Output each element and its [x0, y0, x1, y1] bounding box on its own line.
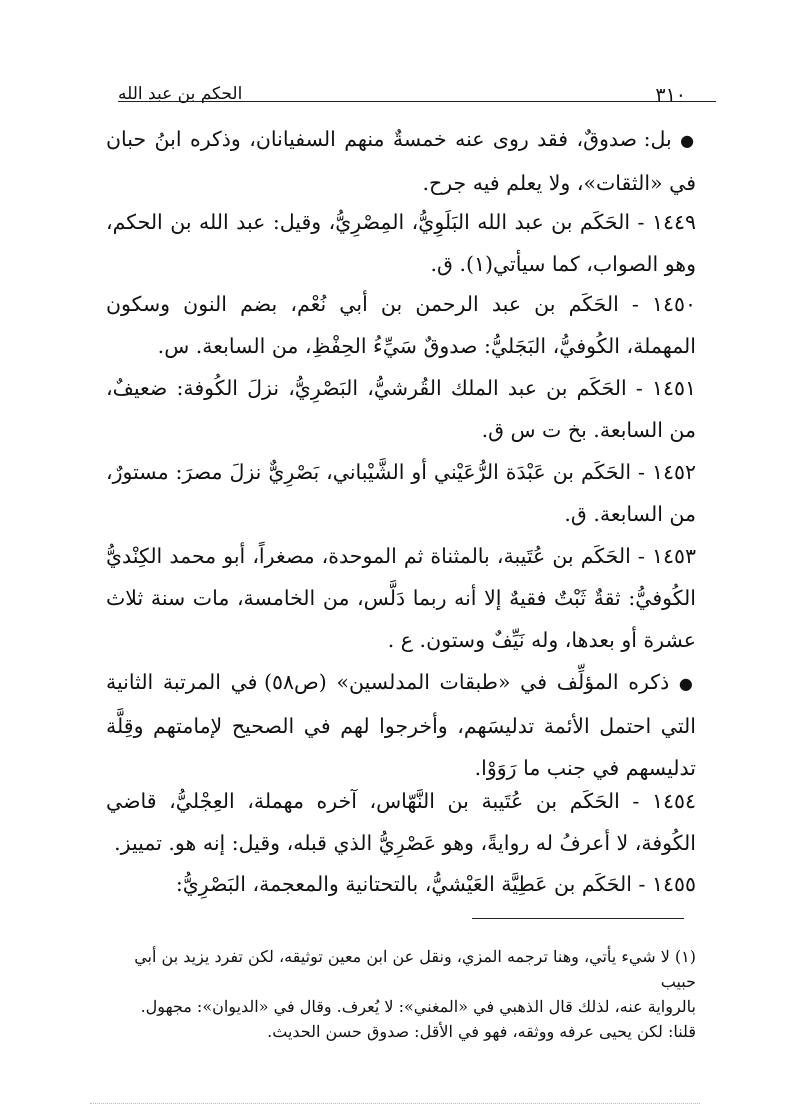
- entry-text: ١٤٥٤ - الحَكَم بن عُتَيبة بن النَّهّاس، آخره مهملة، العِجْليُّ، قاضي الكُوفة، لا أعرفُ له روايةً، وهو عَصْرِيُّ الذي قبله، وقيل: إنه هو. تمييز.: [106, 789, 696, 855]
- commentary-paragraph: [106, 661, 696, 789]
- entry-1452: [106, 451, 696, 535]
- page-number: ٣١٠: [655, 84, 686, 106]
- commentary-paragraph: [106, 118, 696, 204]
- paragraph-text: ذكره المؤلِّف في «طبقات المدلسين» (ص٥٨) في المرتبة الثانية التي احتمل الأئمة تدليسَهم، وأخرجوا لهم في الصحيح لإمامتهم وقِلَّة تدليسهم في جنب ما رَوَوْا.: [106, 670, 696, 780]
- entry-text: ١٤٤٩ - الحَكَم بن عبد الله البَلَوِيُّ، المِصْرِيُّ، وقيل: عبد الله بن الحكم، وهو الصواب، كما سيأتي(١). ق.: [106, 210, 696, 276]
- footnote-line: بالرواية عنه، لذلك قال الذهبي في «المغني»: لا يُعرف. وقال في «الديوان»: مجهول.: [140, 997, 696, 1016]
- header-rule: [118, 101, 716, 102]
- entry-1453: [106, 535, 696, 661]
- entry-1450: [106, 283, 696, 367]
- page-header: [118, 84, 686, 114]
- paragraph-text: بل: صدوقٌ، فقد روى عنه خمسةٌ منهم السفيانان، وذكره ابنُ حبان في «الثقات»، ولا يعلم فيه جرح.: [106, 127, 696, 195]
- scan-edge-dots: [90, 1103, 700, 1104]
- entry-text: ١٤٥٥ - الحَكَم بن عَطِيَّة العَيْشيُّ، بالتحتانية والمعجمة، البَصْرِيُّ:: [175, 872, 696, 896]
- entry-text: ١٤٥٠ - الحَكَم بن عبد الرحمن بن أبي نُعْم، بضم النون وسكون المهملة، الكُوفيُّ، البَجَليُّ: صدوقٌ سَيِّءُ الحِفْظِ، من السابعة. س.: [106, 292, 696, 358]
- entry-text: ١٤٥٣ - الحَكَم بن عُتَيبة، بالمثناة ثم الموحدة، مصغراً، أبو محمد الكِنْديُّ الكُوفيُّ: ثقةٌ ثَبْتٌ فقيهٌ إلا أنه ربما دَلَّس، من الخامسة، مات سنة ثلاث عشرة أو بعدها، وله نَيِّفٌ وستون. ع .: [106, 544, 696, 652]
- entry-1454: [106, 780, 696, 864]
- bullet-icon: ●: [678, 674, 696, 693]
- entry-1455: [106, 863, 696, 905]
- entry-1451: [106, 367, 696, 451]
- bullet-icon: ●: [680, 131, 696, 150]
- footnote: [106, 944, 696, 1044]
- footnote-line: قلنا: لكن يحيى عرفه ووثقه، فهو في الأقل: صدوق حسن الحديث.: [267, 1022, 696, 1041]
- running-title: الحكم بن عبد الله: [118, 84, 243, 104]
- footnote-separator: [472, 918, 684, 919]
- entry-text: ١٤٥٢ - الحَكَم بن عَبْدَة الرُّعَيْني أو الشَّيْباني، بَصْرِيٌّ نزلَ مصرَ: مستورٌ، من السابعة. ق.: [106, 460, 696, 526]
- entry-text: ١٤٥١ - الحَكَم بن عبد الملك القُرشيُّ، البَصْرِيُّ، نزلَ الكُوفة: ضعيفٌ، من السابعة. بخ ت س ق.: [106, 376, 696, 442]
- footnote-line: (١) لا شيء يأتي، وهنا ترجمه المزي، ونقل عن ابن معين توثيقه، لكن تفرد يزيد بن أبي حبيب: [134, 947, 696, 991]
- entry-1449: [106, 201, 696, 285]
